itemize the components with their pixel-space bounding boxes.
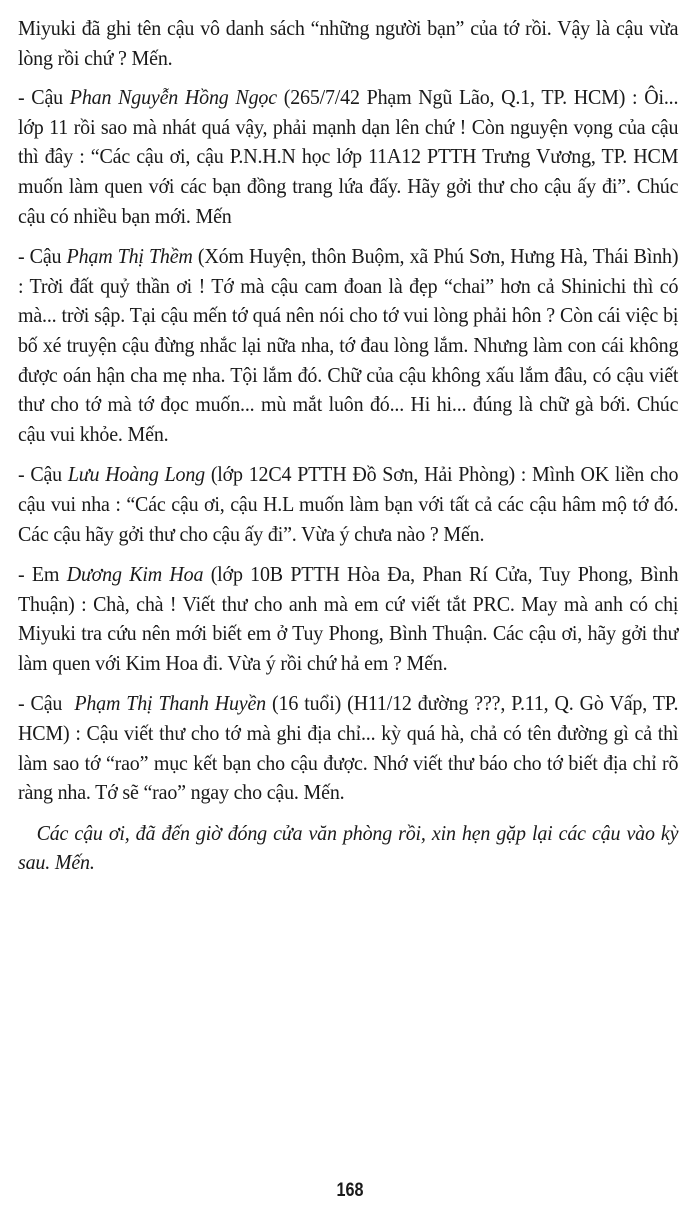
- paragraph-reply-thanh-huyen: [18, 689, 678, 807]
- paragraph-closing: Các cậu ơi, đã đến giờ đóng cửa văn phòng rồi, xin hẹn gặp lại các cậu vào kỳ sau. Mến.: [18, 820, 679, 875]
- reply-prefix: - Em: [18, 562, 67, 587]
- reply-body: (16 tuổi) (H11/12 đường ???, P.11, Q. Gò Vấp, TP. HCM) : Cậu viết thư cho tớ mà ghi địa chỉ... kỳ quá hà, chả có tên đường gì cả thì làm sao tớ “rao” mục kết bạn cho cậu được. Nhớ viết thư báo cho tớ biết địa chỉ rõ ràng nha. Tớ sẽ “rao” ngay cho cậu. Mến.: [18, 691, 679, 805]
- reply-prefix: - Cậu: [18, 691, 75, 716]
- reader-name: Phạm Thị Thềm: [66, 244, 193, 269]
- paragraph-reply-hong-ngoc: [18, 83, 678, 231]
- paragraph-reply-thi-them: [18, 242, 678, 449]
- reply-prefix: - Cậu: [18, 244, 67, 269]
- reader-name: Dương Kim Hoa: [66, 562, 204, 587]
- reader-name: Phạm Thị Thanh Huyền: [74, 691, 266, 716]
- paragraph-reply-hoang-long: [18, 460, 678, 549]
- reply-prefix: - Cậu: [18, 85, 70, 110]
- reader-name: Lưu Hoàng Long: [67, 462, 205, 487]
- page-number: 168: [336, 1180, 364, 1201]
- reply-body: (lớp 12C4 PTTH Đồ Sơn, Hải Phòng) : Mình OK liền cho cậu vui nha : “Các cậu ơi, cậu H.L muốn làm bạn với tất cả các cậu hâm mộ tớ đó. Các cậu hãy gởi thư cho cậu ấy đi”. Vừa ý chưa nào ? Mến.: [18, 462, 679, 546]
- reader-name: Phan Nguyễn Hồng Ngọc: [69, 85, 277, 110]
- reply-body: (265/7/42 Phạm Ngũ Lão, Q.1, TP. HCM) : Ôi... lớp 11 rồi sao mà nhát quá vậy, phải mạnh dạn lên chứ ! Còn nguyện vọng của cậu thì đây : “Các cậu ơi, cậu P.N.H.N học lớp 11A12 PTTH Trưng Vương, TP. HCM muốn làm quen với các bạn đồng trang lứa đấy. Hãy gởi thư cho cậu ấy đi”. Chúc cậu có nhiều bạn mới. Mến: [18, 85, 679, 228]
- paragraph-reply-kim-hoa: [18, 560, 678, 678]
- paragraph-intro: Miyuki đã ghi tên cậu vô danh sách “những người bạn” của tớ rồi. Vậy là cậu vừa lòng rồi chứ ? Mến.: [18, 16, 679, 70]
- reply-body: (Xóm Huyện, thôn Buộm, xã Phú Sơn, Hưng Hà, Thái Bình) : Trời đất quỷ thần ơi ! Tớ mà cậu cam đoan là đẹp “chai” hơn cả Shinichi thì có mà... trời sập. Tại cậu mến tớ quá nên nói cho tớ vui lòng phải hôn ? Còn cái việc bị bố xé truyện cậu đừng nhắc lại nữa nha, tớ đau lòng lắm. Nhưng làm con cái không được oán hận cha mẹ nha. Tội lắm đó. Chữ của cậu không xấu lắm đâu, có cậu viết thư cho tớ mà tớ đọc muốn... mù mắt luôn đó... Hi hi... đúng là chữ gà bới. Chúc cậu vui khỏe. Mến.: [18, 244, 679, 446]
- page-body: [18, 14, 678, 889]
- reply-body: (lớp 10B PTTH Hòa Đa, Phan Rí Cửa, Tuy Phong, Bình Thuận) : Chà, chà ! Viết thư cho anh mà em cứ viết tắt PRC. May mà anh có chị Miyuki tra cứu nên mới biết em ở Tuy Phong, Bình Thuận. Các cậu ơi, hãy gởi thư làm quen với Kim Hoa đi. Vừa ý rồi chứ hả em ? Mến.: [18, 562, 679, 675]
- reply-prefix: - Cậu: [18, 462, 68, 487]
